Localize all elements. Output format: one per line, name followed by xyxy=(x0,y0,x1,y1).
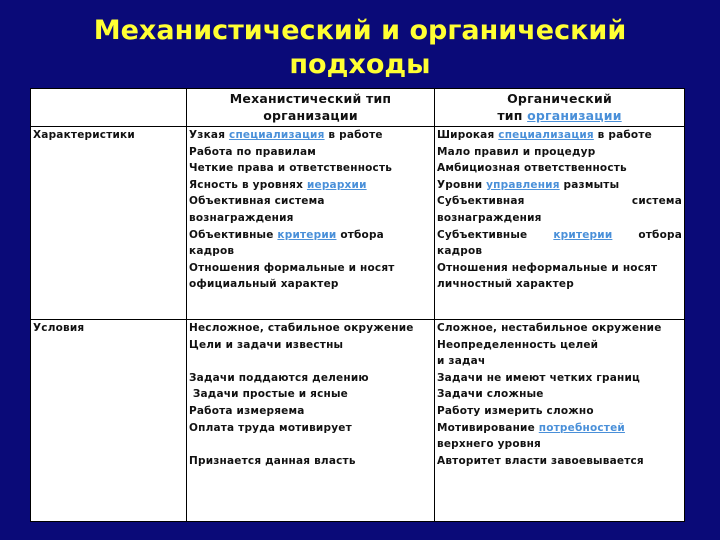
char-org-line-1 xyxy=(437,127,682,144)
char-org-line-5-a: Субъективная xyxy=(437,195,525,208)
char-org-line-9: Отношения неформальные и носят xyxy=(437,261,658,274)
cond-org-line-5: Задачи сложные xyxy=(437,388,544,401)
char-org-line-7 xyxy=(437,227,682,244)
char-mech-line-6: вознаграждения xyxy=(189,211,294,224)
spacer xyxy=(189,436,432,453)
cond-mech-line-4: Задачи простые и ясные xyxy=(189,388,349,401)
header-empty-cell xyxy=(31,89,187,127)
row-label-conditions: Условия xyxy=(31,320,187,522)
cond-org-line-8: верхнего уровня xyxy=(437,438,542,451)
char-mech-line-7-b: отбора xyxy=(336,228,384,241)
char-mech-line-9: Отношения формальные и носят xyxy=(189,261,395,274)
char-mech-line-1 xyxy=(189,127,432,144)
char-org-line-5-b: система xyxy=(631,195,682,208)
cond-org-line-9: Авторитет власти завоевывается xyxy=(437,454,644,467)
char-org-line-1-a: Широкая xyxy=(437,129,499,141)
table-row-conditions xyxy=(31,320,685,522)
char-mech-line-4-a: Ясность в уровнях xyxy=(189,178,307,191)
hierarchy-link[interactable]: иерархии xyxy=(306,178,367,191)
header-organic-line-1: Органический xyxy=(507,91,612,106)
char-org-line-5 xyxy=(437,193,682,210)
header-organic xyxy=(435,89,685,127)
management-link[interactable]: управления xyxy=(486,178,560,191)
cond-org-line-1: Сложное, нестабильное окружение xyxy=(437,322,662,334)
cond-mech-line-6: Оплата труда мотивирует xyxy=(189,421,352,434)
header-organic-line-2-text: тип xyxy=(497,108,528,123)
cell-characteristics-mechanistic xyxy=(187,127,435,320)
cond-mech-line-2: Цели и задачи известны xyxy=(189,338,344,351)
char-mech-line-7-a: Объективные xyxy=(189,228,278,241)
row-label-characteristics: Характеристики xyxy=(31,127,187,320)
char-org-line-7-b: отбора xyxy=(638,228,682,241)
organization-link[interactable]: организации xyxy=(527,108,622,123)
cell-characteristics-organic xyxy=(435,127,685,320)
table-row-characteristics xyxy=(31,127,685,320)
char-org-line-4 xyxy=(437,177,682,194)
char-mech-line-3: Четкие права и ответственность xyxy=(189,162,393,175)
cond-mech-line-7: Признается данная власть xyxy=(189,454,356,467)
cond-org-line-4: Задачи не имеют четких границ xyxy=(437,371,640,384)
slide-title xyxy=(0,14,720,82)
char-org-line-4-b: размыты xyxy=(559,178,620,191)
cond-org-line-3: и задач xyxy=(437,355,486,368)
cond-mech-line-1: Несложное, стабильное окружение xyxy=(189,322,414,334)
char-mech-line-7 xyxy=(189,227,432,244)
specialization-link-mech[interactable]: специализация xyxy=(229,129,325,141)
char-mech-line-1-a: Узкая xyxy=(189,129,230,141)
char-mech-line-4 xyxy=(189,177,432,194)
char-mech-line-8: кадров xyxy=(189,245,235,258)
table-header-row xyxy=(31,89,685,127)
cond-org-line-6: Работу измерить сложно xyxy=(437,404,594,417)
needs-link[interactable]: потребностей xyxy=(538,421,625,434)
char-mech-line-1-b: в работе xyxy=(324,129,383,141)
char-mech-line-5: Объективная система xyxy=(189,195,325,208)
cond-mech-line-3: Задачи поддаются делению xyxy=(189,371,369,384)
char-org-line-3: Амбициозная ответственность xyxy=(437,162,627,175)
header-organic-line-2 xyxy=(437,107,682,124)
comparison-table xyxy=(30,88,685,522)
char-org-line-4-a: Уровни xyxy=(437,178,487,191)
char-mech-line-2: Работа по правилам xyxy=(189,145,317,158)
cond-mech-line-5: Работа измеряема xyxy=(189,404,305,417)
char-org-line-10: личностный характер xyxy=(437,278,574,291)
header-mechanistic-line-1: Механистический тип xyxy=(229,91,392,106)
specialization-link-org[interactable]: специализация xyxy=(498,129,594,141)
spacer xyxy=(189,353,432,370)
header-mechanistic xyxy=(187,89,435,127)
cond-org-line-2: Неопределенность целей xyxy=(437,338,599,351)
slide-title-line-2: подходы xyxy=(289,49,431,80)
cond-org-line-7 xyxy=(437,420,682,437)
char-org-line-7-a: Субъективные xyxy=(437,228,528,241)
char-org-line-2: Мало правил и процедур xyxy=(437,145,596,158)
char-org-line-6: вознаграждения xyxy=(437,211,542,224)
cell-conditions-organic xyxy=(435,320,685,522)
char-mech-line-10: официальный характер xyxy=(189,278,339,291)
cond-org-line-7-a: Мотивирование xyxy=(437,421,539,434)
slide-title-line-1: Механистический и органический xyxy=(93,15,627,46)
criteria-link-mech[interactable]: критерии xyxy=(277,228,337,241)
char-org-line-8: кадров xyxy=(437,245,483,258)
cell-conditions-mechanistic xyxy=(187,320,435,522)
criteria-link-org[interactable]: критерии xyxy=(553,228,613,241)
char-org-line-1-b: в работе xyxy=(593,129,652,141)
header-mechanistic-line-2: организации xyxy=(263,108,358,123)
